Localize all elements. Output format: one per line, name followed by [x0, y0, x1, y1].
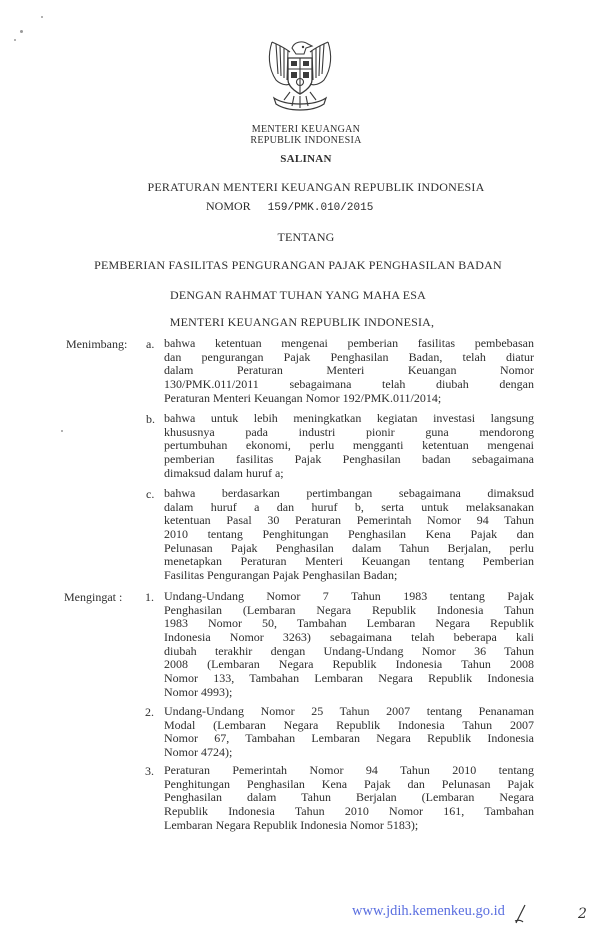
text-line: Nomor 133, Tambahan Lembaran Negara Republik Indonesia	[164, 671, 534, 686]
text-line: Penghasilan (Lembaran Negara Republik Indonesia Tahun	[164, 602, 534, 617]
scan-speck	[20, 30, 23, 33]
text-line: dan pengurangan Pajak Penghasilan Badan, telah diatur	[164, 349, 534, 364]
text-line: Undang-Undang Nomor 25 Tahun 2007 tentang Penanaman	[164, 704, 534, 718]
text-line: Modal (Lembaran Negara Republik Indonesia Tahun 2007	[164, 717, 534, 732]
text-line: menetapkan Peraturan Menteri Keuangan tentang Pemberian	[164, 554, 534, 569]
text-line: ketentuan Pasal 30 Peraturan Pemerintah Nomor 94 Tahun	[164, 513, 534, 528]
text-line: Lembaran Negara Republik Indonesia Nomor 5183);	[164, 817, 419, 832]
text-line: Peraturan Menteri Keuangan Nomor 192/PMK.011/2014;	[164, 390, 442, 405]
issuer: MENTERI KEUANGAN REPUBLIK INDONESIA,	[169, 315, 435, 329]
mengingat-item-1	[164, 590, 534, 700]
text-line: 2008 (Lembaran Negara Republik Indonesia Tahun 2008	[164, 657, 534, 672]
text-line: Nomor 4724);	[164, 745, 233, 760]
garuda-emblem-icon	[262, 34, 338, 116]
text-line: Penghasilan dalam Tahun Berjalan (Lembaran Negara	[164, 790, 534, 805]
item-marker: 2.	[145, 705, 154, 719]
text-line: 2010 tentang Penghitungan Penghasilan Kena Pajak dan	[164, 527, 534, 542]
item-marker: b.	[146, 412, 155, 426]
text-line: dimaksud dalam huruf a;	[164, 465, 284, 480]
text-line: Pelunasan Pajak Penghasilan dalam Tahun Berjalan, perlu	[164, 540, 534, 555]
text-line: 130/PMK.011/2011 sebagaimana telah diubah dengan	[164, 377, 534, 392]
regulation-number	[206, 199, 373, 214]
text-line: dalam Peraturan Menteri Keuangan Nomor	[164, 363, 534, 378]
text-line: dalam huruf a dan huruf b, serta untuk melaksanakan	[164, 499, 534, 514]
text-line: Undang-Undang Nomor 7 Tahun 1983 tentang Pajak	[164, 589, 534, 603]
page-number-mark: 2	[578, 906, 587, 922]
regulation-subject: PEMBERIAN FASILITAS PENGURANGAN PAJAK PENGHASILAN BADAN	[94, 258, 502, 272]
mengingat-label: Mengingat :	[64, 590, 123, 604]
text-line: bahwa ketentuan mengenai pemberian fasilitas pembebasan	[164, 336, 534, 350]
about-heading: TENTANG	[277, 230, 335, 244]
menimbang-item-b	[164, 412, 534, 480]
text-line: Nomor 4993);	[164, 684, 233, 699]
menimbang-item-c	[164, 487, 534, 583]
item-marker: a.	[146, 337, 155, 351]
item-marker: 3.	[145, 764, 154, 778]
number-value: 159/PMK.010/2015	[267, 202, 374, 214]
text-line: Nomor 67, Tambahan Lembaran Negara Republik Indonesia	[164, 731, 534, 746]
text-line: 1983 Nomor 50, Tambahan Lembaran Negara Republik	[164, 616, 534, 631]
ministry-country: REPUBLIK INDONESIA	[250, 135, 362, 146]
scan-speck	[14, 39, 16, 41]
item-marker: 1.	[145, 590, 154, 604]
menimbang-label: Menimbang:	[66, 337, 128, 351]
scan-speck	[41, 16, 43, 18]
text-line: bahwa berdasarkan pertimbangan sebagaimana dimaksud	[164, 486, 534, 500]
text-line: Penghitungan Penghasilan Kena Pajak dan Pelunasan Pajak	[164, 776, 534, 791]
text-line: Republik Indonesia Tahun 2010 Nomor 161, Tambahan	[164, 804, 534, 819]
text-line: diubah terakhir dengan Undang-Undang Nomor 36 Tahun	[164, 643, 534, 658]
scan-speck	[61, 430, 63, 432]
text-line: khususnya pada industri pionir guna mendorong	[164, 424, 534, 439]
invocation: DENGAN RAHMAT TUHAN YANG MAHA ESA	[169, 288, 427, 302]
number-label: NOMOR	[206, 199, 251, 213]
text-line: bahwa untuk lebih meningkatkan kegiatan investasi langsung	[164, 411, 534, 425]
text-line: pertumbuhan ekonomi, perlu mengganti ketentuan mengenai	[164, 438, 534, 453]
text-line: Indonesia Nomor 3263) sebagaimana telah beberapa kali	[164, 630, 534, 645]
mengingat-item-2	[164, 705, 534, 760]
item-marker: c.	[146, 487, 155, 501]
copy-label: SALINAN	[280, 153, 332, 165]
ministry-name: MENTERI KEUANGAN	[251, 124, 361, 135]
mengingat-item-3	[164, 764, 534, 832]
text-line: Peraturan Pemerintah Nomor 94 Tahun 2010 tentang	[164, 763, 534, 777]
handwritten-slash-mark-icon	[512, 903, 528, 925]
text-line: pemberian fasilitas Pajak Penghasilan badan sebagaimana	[164, 452, 534, 467]
menimbang-item-a	[164, 337, 534, 405]
regulation-title: PERATURAN MENTERI KEUANGAN REPUBLIK INDONESIA	[147, 180, 485, 194]
jdih-website-link[interactable]: www.jdih.kemenkeu.go.id	[352, 903, 505, 919]
text-line: Fasilitas Pengurangan Pajak Penghasilan Badan;	[164, 568, 398, 583]
